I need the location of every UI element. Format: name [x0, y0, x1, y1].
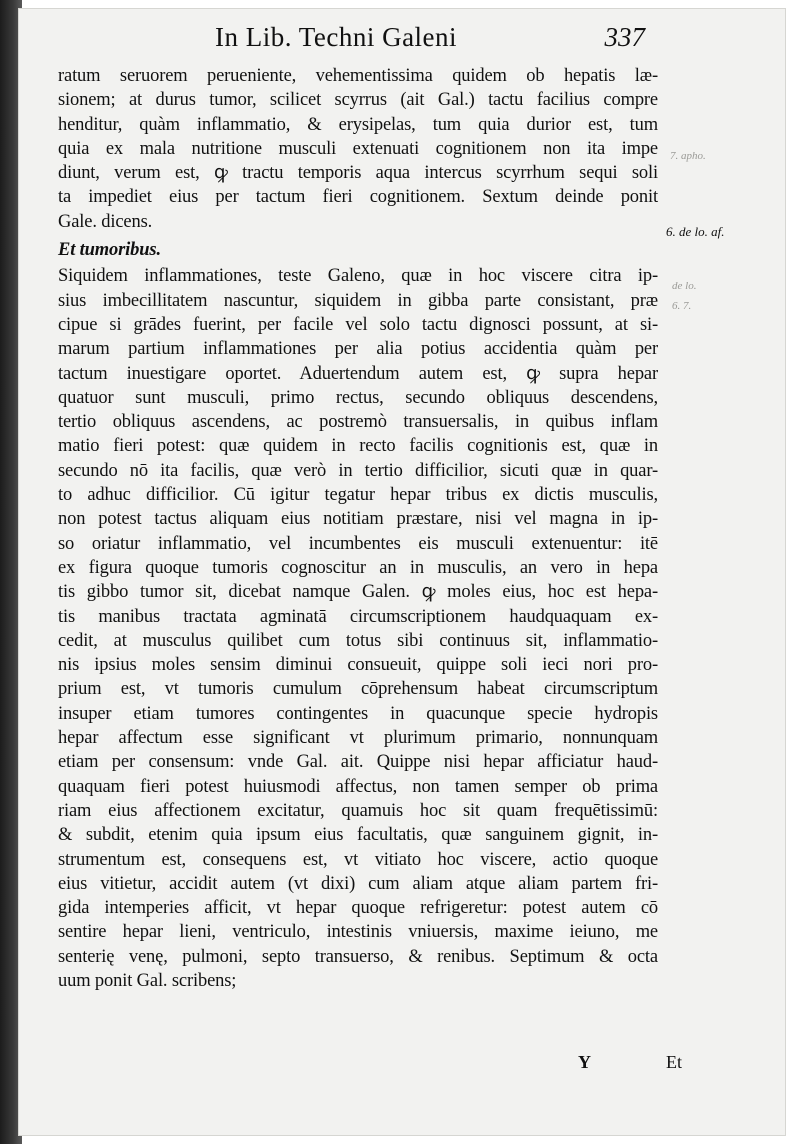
text-line: sius imbecillitatem nascuntur, siquidem in gibba parte consistant, præ	[58, 290, 658, 311]
text-line: quia ex mala nutritione musculi extenuati cognitionem non ita impe	[58, 138, 658, 159]
text-line: riam eius affectionem excitatur, quamuis hoc sit quam frequētissimū:	[58, 800, 658, 821]
bleed-through-mark: 7. apho.	[670, 150, 706, 162]
text-line: etiam per consensum: vnde Gal. ait. Quippe nisi hepar afficiatur haud-	[58, 752, 658, 773]
bleed-through-mark: de lo.	[672, 280, 697, 292]
text-line: eius vitietur, accidit autem (vt dixi) cum aliam atque aliam partem fri-	[58, 873, 658, 894]
text-line: quatuor sunt musculi, primo rectus, secundo obliquus descendens,	[58, 387, 658, 408]
text-line: tis manibus tractata agminatā circumscriptionem haudquaquam ex-	[58, 606, 658, 627]
page-number: 337	[604, 22, 645, 52]
text-line: sionem; at durus tumor, scilicet scyrrus (ait Gal.) tactu facilius compre	[58, 90, 658, 111]
text-line: prium est, vt tumoris cumulum cōprehensum habeat circumscriptum	[58, 679, 658, 700]
text-line: diunt, verum est, ꝙ tractu temporis aqua intercus scyrrhum sequi soli	[58, 163, 658, 184]
margin-note: 6. de lo. af.	[666, 224, 725, 239]
body-text	[58, 64, 658, 993]
text-line: marum partium inflammationes per alia potius accidentia quàm per	[58, 339, 658, 360]
text-line: strumentum est, consequens est, vt vitiato hoc viscere, actio quoque	[58, 849, 658, 870]
text-line: senterię venę, pulmoni, septo transuerso, & renibus. Septimum & octa	[58, 946, 658, 967]
text-line: nis ipsius moles sensim diminui consueuit, quippe soli ieci nori pro-	[58, 655, 658, 676]
running-head: In Lib. Techni Galeni	[215, 22, 458, 52]
text-line: sentire hepar lieni, ventriculo, intestinis vniuersis, maxime ieiuno, me	[58, 922, 658, 943]
text-line: cedit, at musculus quilibet cum totus sibi continuus sit, inflammatio-	[58, 630, 658, 651]
page-footer	[578, 1052, 688, 1076]
text-line: & subdit, etenim quia ipsum eius facultatis, quæ sanguinem gignit, in-	[58, 825, 658, 846]
text-line: tactum inuestigare oportet. Aduertendum autem est, ꝙ supra hepar	[58, 363, 658, 384]
paragraph-1	[58, 64, 658, 234]
text-line: to adhuc difficilior. Cū igitur tegatur hepar tribus ex dictis musculis,	[58, 485, 658, 506]
text-line: cipue si grādes fuerint, per facile vel solo tactu dignosci possunt, at si-	[58, 314, 658, 335]
text-line: henditur, quàm inflammatio, & erysipelas, tum quia durior est, tum	[58, 114, 658, 135]
text-line: insuper etiam tumores contingentes in quacunque specie hydropis	[58, 703, 658, 724]
paragraph-2	[58, 264, 658, 993]
signature-mark: Y	[578, 1052, 591, 1072]
text-line: secundo nō ita facilis, quæ verò in tertio difficilior, sicuti quæ in quar-	[58, 460, 658, 481]
page-header	[195, 22, 645, 62]
catchword: Et	[666, 1052, 682, 1072]
text-line: ta impediet eius per tactum fieri cognitionem. Sextum deinde ponit	[58, 187, 658, 208]
text-line: tertio obliquus ascendens, ac postremò transuersalis, in quibus inflam	[58, 412, 658, 433]
text-line: ratum seruorem perueniente, vehementissima quidem ob hepatis læ-	[58, 66, 658, 86]
text-line: hepar affectum esse significant vt plurimum primario, nonnunquam	[58, 728, 658, 749]
text-line: quaquam fieri potest huiusmodi affectus, non tamen semper ob prima	[58, 776, 658, 797]
text-line: Siquidem inflammationes, teste Galeno, quæ in hoc viscere citra ip-	[58, 266, 658, 287]
text-line: non potest tactus aliquam eius notitiam præstare, nisi vel magna in ip-	[58, 509, 658, 530]
text-line: uum ponit Gal. scribens;	[58, 970, 237, 991]
text-line: ex figura quoque tumoris cognoscitur an in musculis, an vero in hepa	[58, 557, 658, 578]
text-line: gida intemperies afficit, vt hepar quoque refrigeretur: potest autem cō	[58, 898, 658, 919]
text-line: so oriatur inflammatio, vel incumbentes eis musculi extenuentur: itē	[58, 533, 658, 554]
text-line: Gale. dicens.	[58, 211, 153, 232]
text-line: matio fieri potest: quæ quidem in recto facilis cognitionis est, quæ in	[58, 436, 658, 457]
section-heading: Et tumoribus.	[58, 240, 161, 261]
bleed-through-mark: 6. 7.	[672, 300, 692, 312]
text-line: tis gibbo tumor sit, dicebat namque Galen. ꝙ moles eius, hoc est hepa-	[58, 582, 658, 603]
